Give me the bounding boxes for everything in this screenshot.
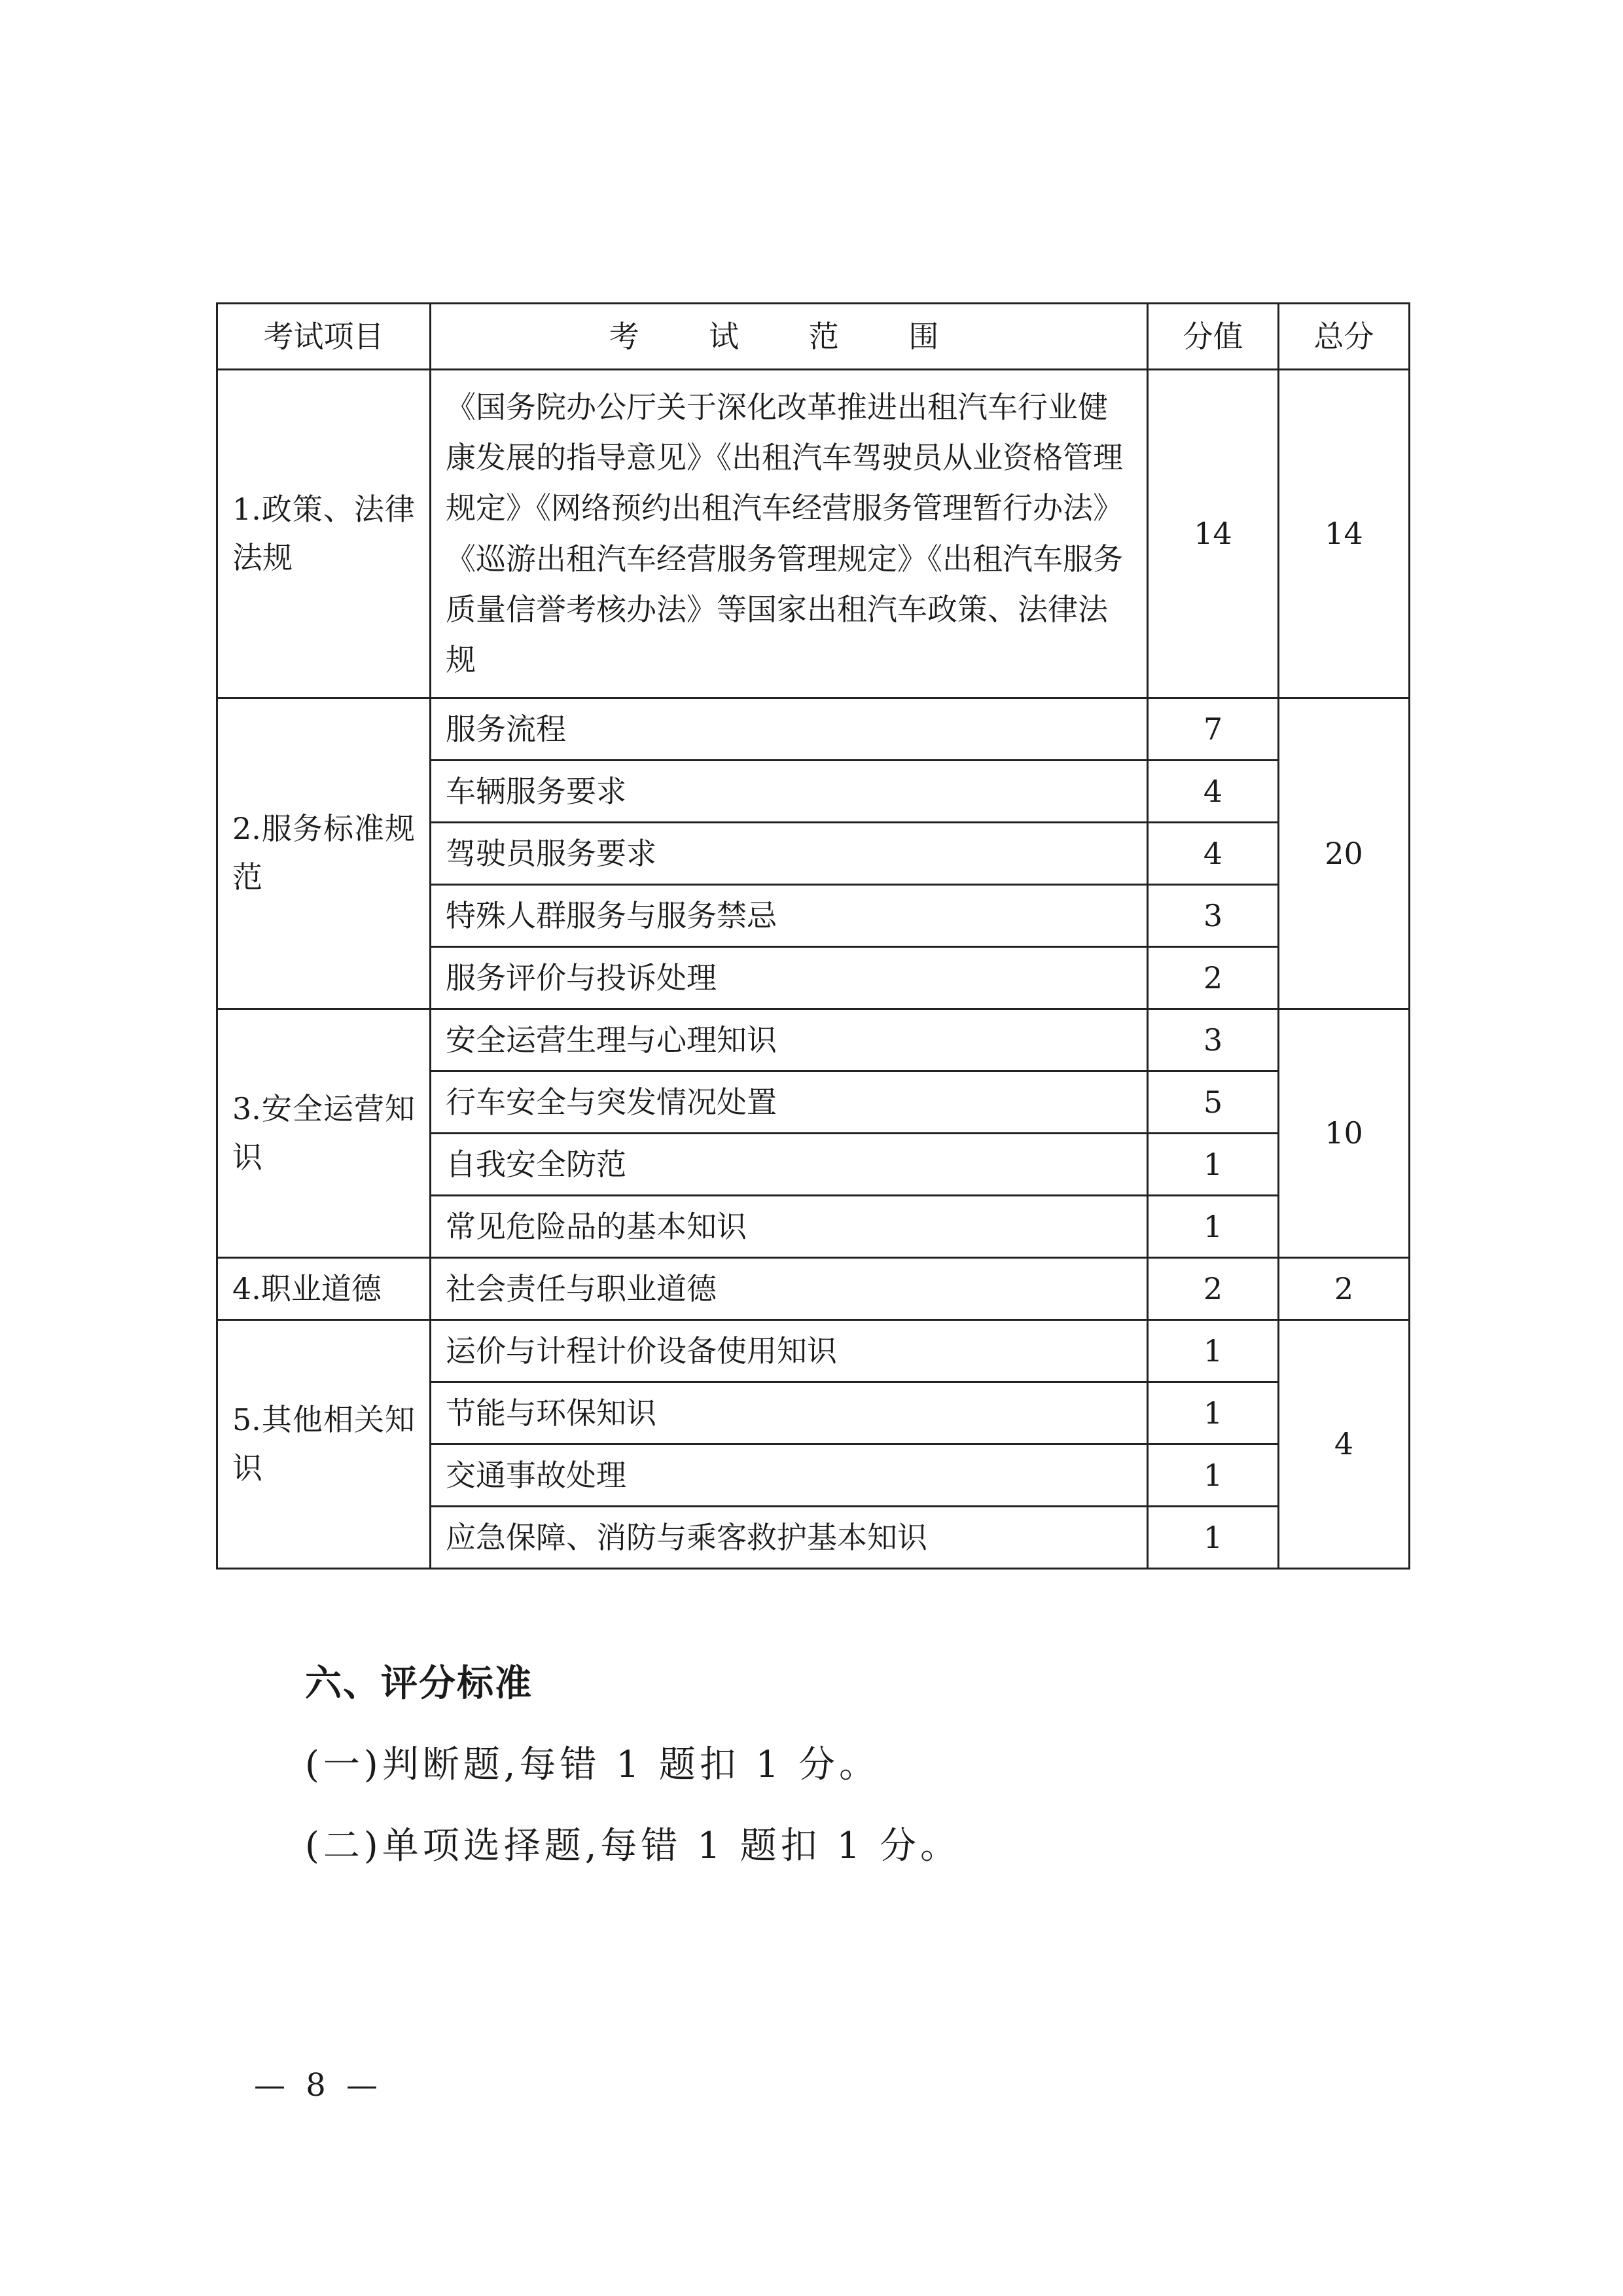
scope-cell: 《国务院办公厅关于深化改革推进出租汽车行业健康发展的指导意见》《出租汽车驾驶员从业资格管理规定》《网络预约出租汽车经营服务管理暂行办法》《巡游出租汽车经营服务管理规定》《出租汽车服务质量信誉考核办法》等国家出租汽车政策、法律法规 — [431, 370, 1148, 698]
category-cell: 5.其他相关知识 — [217, 1320, 431, 1569]
header-total: 总分 — [1279, 304, 1410, 370]
score-cell: 5 — [1148, 1071, 1279, 1134]
category-cell: 3.安全运营知识 — [217, 1009, 431, 1258]
total-cell: 4 — [1279, 1320, 1410, 1569]
score-cell: 1 — [1148, 1507, 1279, 1569]
scope-cell: 服务流程 — [431, 698, 1148, 761]
total-cell: 20 — [1279, 698, 1410, 1009]
score-cell: 3 — [1148, 885, 1279, 947]
score-cell: 2 — [1148, 1258, 1279, 1320]
score-cell: 4 — [1148, 823, 1279, 885]
scope-cell: 运价与计程计价设备使用知识 — [431, 1320, 1148, 1382]
scope-cell: 应急保障、消防与乘客救护基本知识 — [431, 1507, 1148, 1569]
scope-cell: 交通事故处理 — [431, 1444, 1148, 1507]
category-cell: 2.服务标准规范 — [217, 698, 431, 1009]
score-cell: 2 — [1148, 947, 1279, 1009]
total-cell: 2 — [1279, 1258, 1410, 1320]
scope-cell: 车辆服务要求 — [431, 761, 1148, 823]
score-cell: 14 — [1148, 370, 1279, 698]
header-exam-scope: 考 试 范 围 — [431, 304, 1148, 370]
category-cell: 1.政策、法律法规 — [217, 370, 431, 698]
score-cell: 4 — [1148, 761, 1279, 823]
scope-cell: 自我安全防范 — [431, 1134, 1148, 1196]
score-cell: 7 — [1148, 698, 1279, 761]
score-cell: 1 — [1148, 1196, 1279, 1258]
scoring-rule-single-choice: (二)单项选择题,每错 1 题扣 1 分。 — [305, 1825, 961, 1867]
exam-scope-table — [216, 302, 1410, 1570]
scoring-rule-true-false: (一)判断题,每错 1 题扣 1 分。 — [305, 1744, 880, 1786]
total-cell: 10 — [1279, 1009, 1410, 1258]
page-number: — 8 — — [254, 2067, 383, 2104]
header-exam-item: 考试项目 — [217, 304, 431, 370]
score-cell: 1 — [1148, 1444, 1279, 1507]
score-cell: 1 — [1148, 1320, 1279, 1382]
scope-cell: 特殊人群服务与服务禁忌 — [431, 885, 1148, 947]
scope-cell: 行车安全与突发情况处置 — [431, 1071, 1148, 1134]
category-cell: 4.职业道德 — [217, 1258, 431, 1320]
scope-cell: 节能与环保知识 — [431, 1382, 1148, 1444]
score-cell: 1 — [1148, 1382, 1279, 1444]
scope-cell: 驾驶员服务要求 — [431, 823, 1148, 885]
scope-cell: 常见危险品的基本知识 — [431, 1196, 1148, 1258]
scope-cell: 社会责任与职业道德 — [431, 1258, 1148, 1320]
scope-cell: 安全运营生理与心理知识 — [431, 1009, 1148, 1071]
section-heading: 六、评分标准 — [305, 1662, 533, 1705]
header-score: 分值 — [1148, 304, 1279, 370]
score-cell: 3 — [1148, 1009, 1279, 1071]
total-cell: 14 — [1279, 370, 1410, 698]
score-cell: 1 — [1148, 1134, 1279, 1196]
scope-cell: 服务评价与投诉处理 — [431, 947, 1148, 1009]
